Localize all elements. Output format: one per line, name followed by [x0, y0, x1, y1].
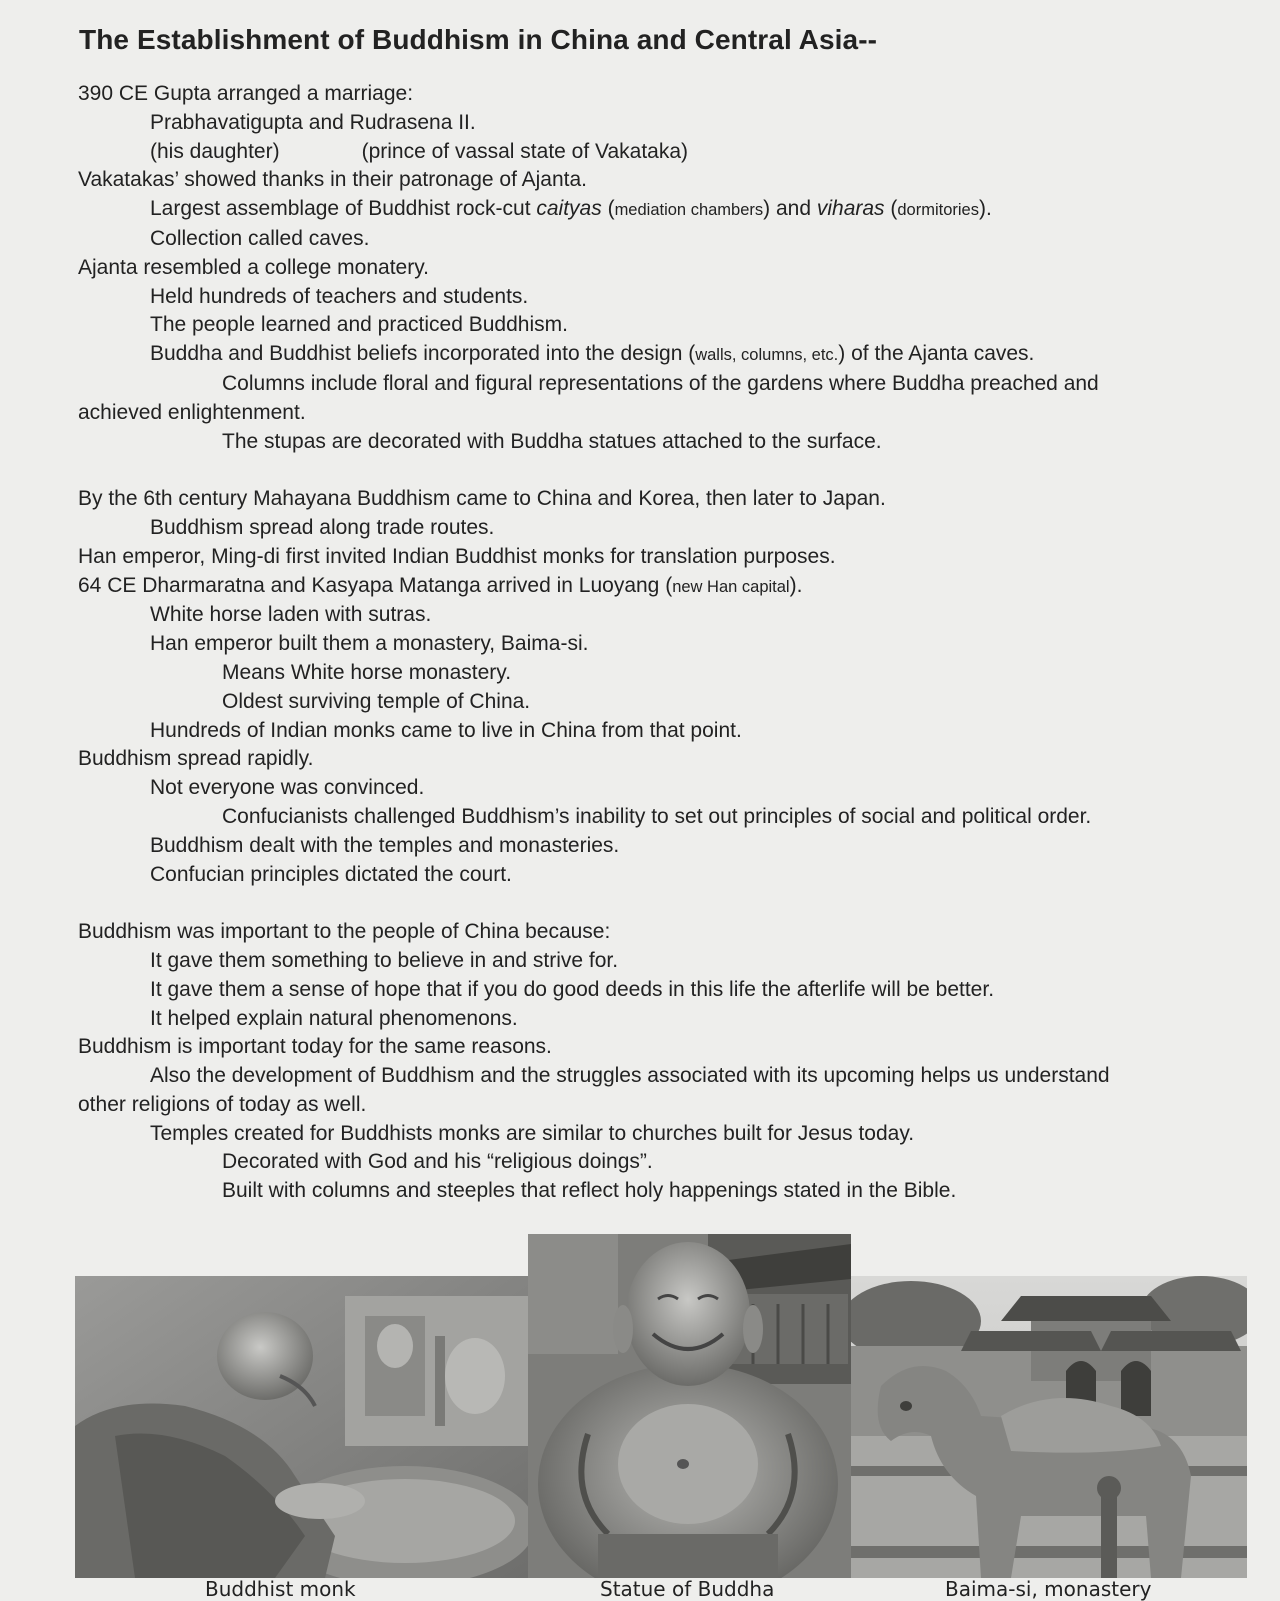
text-line: Buddha and Buddhist beliefs incorporated into the design (walls, columns, etc.) of the Ajanta caves.	[150, 342, 1035, 366]
text-line: Vakatakas’ showed thanks in their patronage of Ajanta.	[78, 168, 587, 192]
text-line: Han emperor, Ming-di first invited Indian Buddhist monks for translation purposes.	[78, 544, 836, 568]
text-line: 390 CE Gupta arranged a marriage:	[78, 82, 414, 105]
text-line: Temples created for Buddhists monks are similar to churches built for Jesus today.	[150, 1121, 915, 1145]
baima-si-horse-photo	[851, 1276, 1247, 1578]
text-line: Decorated with God and his “religious doings”.	[222, 1150, 653, 1174]
buddhist-monk-photo	[75, 1276, 529, 1578]
text-line: Buddhism is important today for the same reasons.	[78, 1035, 552, 1059]
photo-caption: Baima-si, monastery	[945, 1577, 1152, 1601]
buddha-statue-photo	[528, 1234, 851, 1578]
text-line: Buddhism spread rapidly.	[78, 747, 314, 771]
text-line: White horse laden with sutras.	[150, 603, 432, 627]
text-line: achieved enlightenment.	[78, 400, 306, 424]
text-line: Prabhavatigupta and Rudrasena II.	[150, 110, 476, 134]
text-line: Han emperor built them a monastery, Baima-si.	[150, 632, 589, 656]
blank-line	[78, 889, 1248, 918]
text-line: Built with columns and steeples that reflect holy happenings stated in the Bible.	[222, 1179, 957, 1203]
text-line: Confucian principles dictated the court.	[150, 862, 512, 886]
text-line: 64 CE Dharmaratna and Kasyapa Matanga arrived in Luoyang (new Han capital).	[78, 573, 803, 597]
text-line: Not everyone was convinced.	[150, 776, 425, 800]
text-line: Buddhism dealt with the temples and monasteries.	[150, 833, 620, 857]
text-line: Largest assemblage of Buddhist rock-cut caityas (mediation chambers) and viharas (dormitories).	[150, 197, 992, 221]
blank-line	[78, 456, 1248, 485]
text-line: By the 6th century Mahayana Buddhism came to China and Korea, then later to Japan.	[78, 487, 886, 511]
text-line: Collection called caves.	[150, 226, 370, 250]
photo-caption: Buddhist monk	[205, 1577, 356, 1601]
text-line: Hundreds of Indian monks came to live in China from that point.	[150, 718, 742, 742]
page-title: The Establishment of Buddhism in China and Central Asia--	[79, 24, 878, 55]
text-line: Confucianists challenged Buddhism’s inability to set out principles of social and political order.	[222, 804, 1092, 828]
text-line: The people learned and practiced Buddhism.	[150, 313, 568, 337]
text-line: It helped explain natural phenomenons.	[150, 1006, 518, 1030]
text-line: (his daughter) (prince of vassal state of Vakataka)	[150, 139, 689, 163]
text-line: Buddhism spread along trade routes.	[150, 515, 495, 539]
text-line: It gave them a sense of hope that if you do good deeds in this life the afterlife will be better.	[150, 977, 995, 1001]
text-line: The stupas are decorated with Buddha statues attached to the surface.	[222, 429, 882, 453]
text-line: Oldest surviving temple of China.	[222, 689, 531, 713]
text-line: Columns include floral and figural representations of the gardens where Buddha preached and	[222, 371, 1099, 395]
text-line: Also the development of Buddhism and the struggles associated with its upcoming helps us understand	[150, 1064, 1110, 1088]
text-line: Held hundreds of teachers and students.	[150, 284, 529, 308]
text-line: other religions of today as well.	[78, 1092, 367, 1116]
body-text	[78, 80, 1248, 1206]
text-line: Buddhism was important to the people of China because:	[78, 920, 611, 944]
text-line: Ajanta resembled a college monatery.	[78, 255, 429, 279]
photo-caption: Statue of Buddha	[600, 1577, 775, 1601]
text-line: It gave them something to believe in and strive for.	[150, 948, 619, 972]
text-line: Means White horse monastery.	[222, 660, 512, 684]
